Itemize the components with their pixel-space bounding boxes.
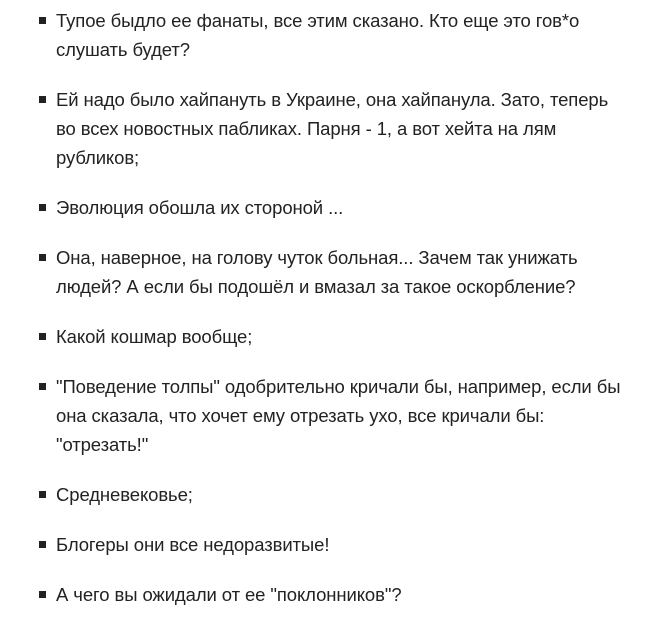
comment-text: Какой кошмар вообще;: [56, 326, 253, 347]
list-item: [0, 85, 647, 172]
bullet-icon: [39, 591, 46, 598]
comment-text: Она, наверное, на голову чуток больная... Зачем так унижать людей? А если бы подошёл и вмазал за такое оскорбление?: [56, 247, 578, 297]
comment-text: "Поведение толпы" одобрительно кричали бы, например, если бы она сказала, что хочет ему отрезать ухо, все кричали бы: "отрезать!": [56, 376, 621, 455]
list-item: [0, 243, 647, 301]
bullet-icon: [39, 17, 46, 24]
comment-text: Средневековье;: [56, 484, 193, 505]
list-item: [0, 193, 647, 222]
bullet-icon: [39, 541, 46, 548]
list-item: [0, 580, 647, 609]
list-item: [0, 322, 647, 351]
bullet-icon: [39, 96, 46, 103]
bullet-icon: [39, 254, 46, 261]
list-item: [0, 530, 647, 559]
list-item: [0, 372, 647, 459]
bullet-icon: [39, 491, 46, 498]
list-item: [0, 6, 647, 64]
comment-text: Ей надо было хайпануть в Украине, она хайпанула. Зато, теперь во всех новостных пабликах. Парня - 1, а вот хейта на лям рубликов;: [56, 89, 609, 168]
bullet-icon: [39, 383, 46, 390]
comment-text: Тупое быдло ее фанаты, все этим сказано. Кто еще это гов*о слушать будет?: [56, 10, 580, 60]
comment-text: А чего вы ожидали от ее "поклонников"?: [56, 584, 402, 605]
comment-list: [0, 6, 647, 632]
comment-text: Эволюция обошла их стороной ...: [56, 197, 344, 218]
bullet-icon: [39, 333, 46, 340]
comment-text: Блогеры они все недоразвитые!: [56, 534, 330, 555]
bullet-icon: [39, 204, 46, 211]
list-item: [0, 480, 647, 509]
